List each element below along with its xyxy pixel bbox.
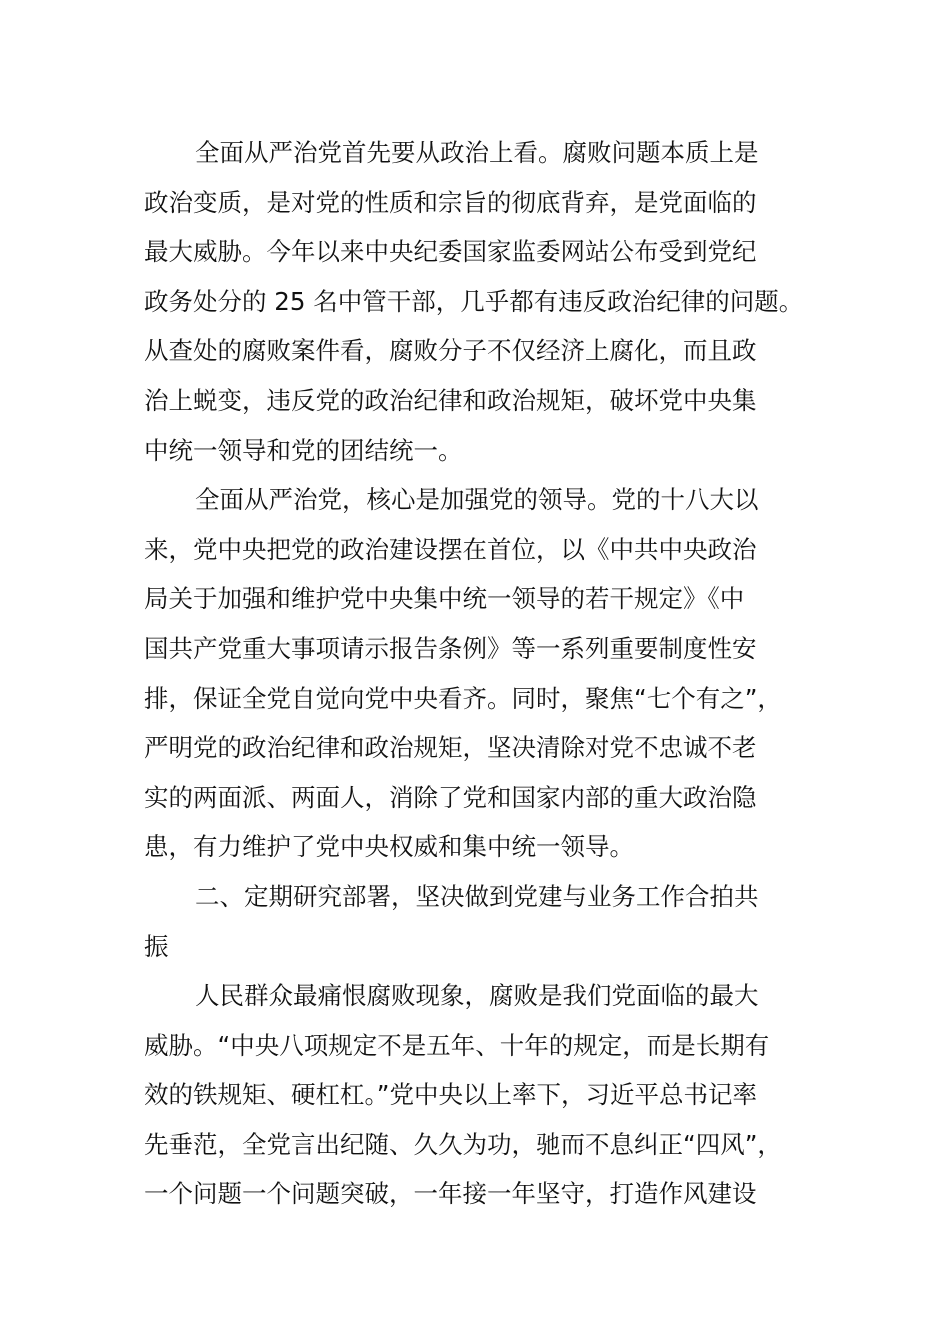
text-line: 患，有力维护了党中央权威和集中统一领导。: [144, 832, 634, 862]
text-line: 先垂范，全党言出纪随、久久为功，驰而不息纠正“四风”，: [144, 1129, 782, 1159]
text-line: 治上蜕变，违反党的政治纪律和政治规矩，破坏党中央集: [144, 385, 757, 415]
text-line: 国共产党重大事项请示报告条例》等一系列重要制度性安: [144, 633, 757, 663]
text-line: 二、定期研究部署，坚决做到党建与业务工作合拍共: [195, 881, 759, 911]
paragraph-party-leadership: [144, 475, 824, 872]
text-line: 排，保证全党自觉向党中央看齐。同时，聚焦“七个有之”，: [144, 683, 782, 713]
text-line: 威胁。“中央八项规定不是五年、十年的规定，而是长期有: [144, 1030, 770, 1060]
text-line: 政治变质，是对党的性质和宗旨的彻底背弃，是党面临的: [144, 187, 757, 217]
paragraph-work-style: [144, 971, 824, 1219]
text-line: 最大威胁。今年以来中央纪委国家监委网站公布受到党纪: [144, 237, 757, 267]
text-line: 全面从严治党，核心是加强党的领导。党的十八大以: [195, 485, 759, 515]
section-heading: [144, 872, 824, 971]
text-line: 来，党中央把党的政治建设摆在首位，以《中共中央政治: [144, 534, 757, 564]
text-line: 政务处分的 25 名中管干部，几乎都有违反政治纪律的问题。: [144, 286, 804, 316]
text-line: 全面从严治党首先要从政治上看。腐败问题本质上是: [195, 138, 759, 167]
text-line: 一个问题一个问题突破，一年接一年坚守，打造作风建设: [144, 1179, 757, 1209]
text-line: 中统一领导和党的团结统一。: [144, 435, 463, 465]
text-line: 从查处的腐败案件看，腐败分子不仅经济上腐化，而且政: [144, 336, 757, 366]
text-line: 振: [144, 931, 169, 961]
text-line: 效的铁规矩、硬杠杠。”党中央以上率下，习近平总书记率: [144, 1080, 757, 1110]
text-line: 实的两面派、两面人，消除了党和国家内部的重大政治隐: [144, 782, 757, 812]
document-body: [144, 128, 824, 1219]
text-line: 局关于加强和维护党中央集中统一领导的若干规定》《中: [144, 584, 745, 614]
text-line: 人民群众最痛恨腐败现象，腐败是我们党面临的最大: [195, 981, 759, 1011]
text-line: 严明党的政治纪律和政治规矩，坚决清除对党不忠诚不老: [144, 733, 757, 763]
paragraph-party-politics: [144, 128, 824, 475]
